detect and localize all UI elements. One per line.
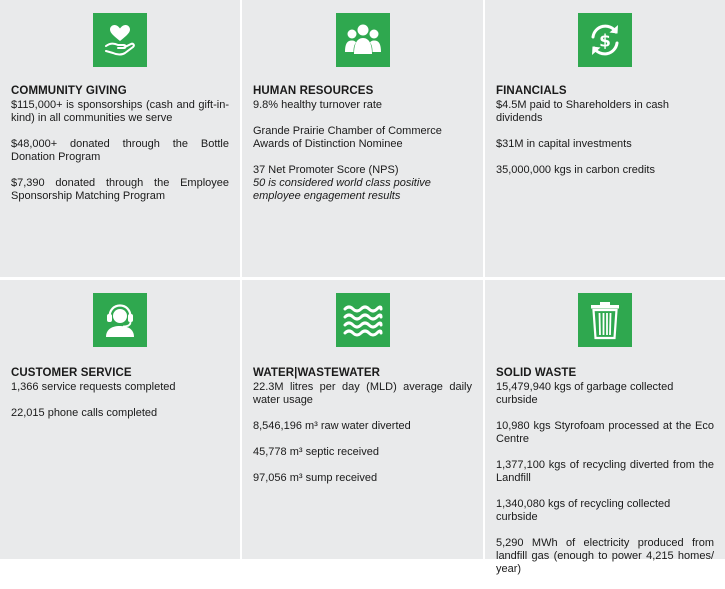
- card-title: HUMAN RESOURCES: [253, 85, 374, 97]
- card-item: 10,980 kgs Styrofoam processed at the Eco Centre: [496, 420, 714, 445]
- heart-hand-icon: [93, 13, 147, 67]
- card-customer-service: [0, 280, 240, 559]
- card-title: CUSTOMER SERVICE: [11, 367, 132, 379]
- card-item: 22.3M litres per day (MLD) average daily water usage: [253, 381, 472, 406]
- card-title: WATER|WASTEWATER: [253, 367, 381, 379]
- card-content: [253, 84, 472, 216]
- card-item: 22,015 phone calls completed: [11, 407, 158, 419]
- svg-text:$: $: [599, 31, 611, 52]
- card-item: $115,000+ is sponsorships (cash and gift-in-kind) in all communities we serve: [11, 99, 229, 124]
- card-item: 9.8% healthy turnover rate: [253, 99, 383, 111]
- card-item: 1,340,080 kgs of recycling collected curbside: [496, 498, 671, 523]
- card-community-giving: [0, 0, 240, 277]
- card-item: 1,377,100 kgs of recycling diverted from the Landfill: [496, 459, 714, 484]
- card-solid-waste: [485, 280, 725, 575]
- card-content: [496, 366, 714, 589]
- card-item: 8,546,196 m³ raw water diverted: [253, 420, 411, 432]
- card-item: $48,000+ donated through the Bottle Donation Program: [11, 138, 229, 163]
- water-waves-icon: [336, 293, 390, 347]
- card-item: 35,000,000 kgs in carbon credits: [496, 164, 655, 176]
- dollar-cycle-icon: [578, 13, 632, 67]
- card-item: Grande Prairie Chamber of Commerce Awards of Distinction Nominee: [253, 125, 442, 150]
- card-note: 50 is considered world class positive employee engagement results: [253, 177, 431, 202]
- card-water-wastewater: [242, 280, 483, 559]
- trash-bin-icon: [578, 293, 632, 347]
- card-item: 97,056 m³ sump received: [253, 472, 378, 484]
- card-item: 1,366 service requests completed: [11, 381, 176, 393]
- card-title: COMMUNITY GIVING: [11, 85, 127, 97]
- card-financials: [485, 0, 725, 277]
- card-human-resources: [242, 0, 483, 277]
- card-item: $31M in capital investments: [496, 138, 632, 150]
- card-content: [11, 84, 229, 216]
- card-content: [11, 366, 229, 433]
- card-item: 15,479,940 kgs of garbage collected curbside: [496, 381, 674, 406]
- people-group-icon: [336, 13, 390, 67]
- headset-agent-icon: [93, 293, 147, 347]
- card-item: $7,390 donated through the Employee Sponsorship Matching Program: [11, 177, 229, 202]
- card-item: 45,778 m³ septic received: [253, 446, 379, 458]
- card-title: SOLID WASTE: [496, 367, 577, 379]
- card-item: 37 Net Promoter Score (NPS): [253, 164, 399, 176]
- card-content: [253, 366, 472, 498]
- card-content: [496, 84, 714, 190]
- card-item: $4.5M paid to Shareholders in cash dividends: [496, 99, 670, 124]
- card-title: FINANCIALS: [496, 85, 567, 97]
- card-item: 5,290 MWh of electricity produced from landfill gas (enough to power 4,215 homes/ year): [496, 537, 714, 575]
